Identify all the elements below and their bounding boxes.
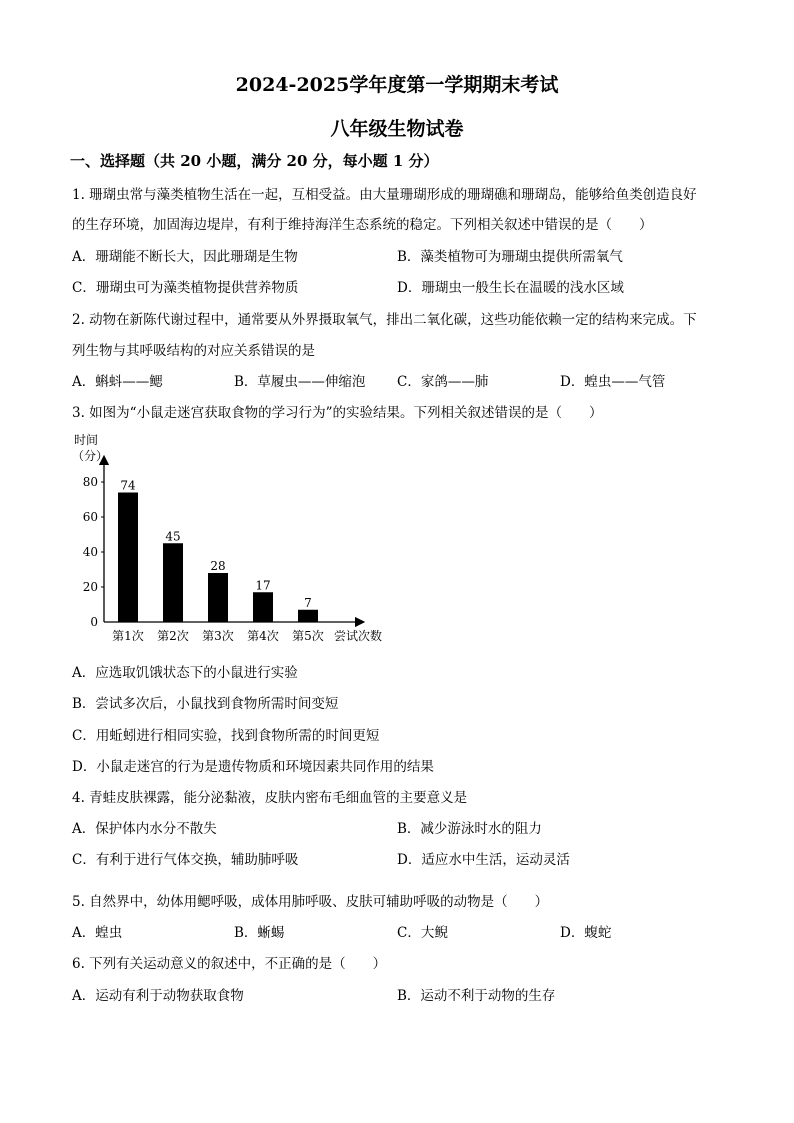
bar-value-label: 28: [210, 559, 226, 573]
exam-title: 2024-2025学年度第一学期期末考试: [235, 74, 559, 96]
q2-option-c: C．家鸽——肺: [397, 374, 489, 390]
question-5-line-1: 5. 自然界中，幼体用鳃呼吸，成体用肺呼吸、皮肤可辅助呼吸的动物是（ ）: [72, 894, 549, 910]
x-tick-label: 第4次: [247, 629, 279, 643]
y-tick-label: 80: [82, 475, 98, 489]
x-tick-label: 第2次: [157, 629, 189, 643]
x-axis-label: 尝试次数: [334, 629, 383, 643]
exam-subtitle: 八年级生物试卷: [330, 118, 464, 140]
x-tick-label: 第5次: [292, 629, 324, 643]
x-tick-label: 第3次: [202, 629, 234, 643]
q3-option-d: D．小鼠走迷宫的行为是遗传物质和环境因素共同作用的结果: [72, 759, 434, 775]
y-tick-label: 60: [82, 510, 98, 524]
y-tick-label: 20: [82, 580, 98, 594]
bar: [298, 610, 318, 622]
q4-option-a: A．保护体内水分不散失: [72, 821, 217, 837]
bar: [163, 543, 183, 622]
q2-option-d: D．蝗虫——气管: [560, 374, 666, 390]
q4-option-b: B．减少游泳时水的阻力: [397, 821, 542, 837]
bar-value-label: 45: [165, 529, 181, 544]
q5-option-d: D．蝮蛇: [560, 925, 612, 941]
q6-option-b: B．运动不利于动物的生存: [397, 988, 556, 1004]
section-heading: 一、选择题（共 20 小题，满分 20 分，每小题 1 分）: [70, 152, 439, 170]
bar-value-label: 17: [255, 578, 271, 593]
q2-option-a: A．蝌蚪——鳃: [72, 374, 163, 390]
question-2-line-2: 列生物与其呼吸结构的对应关系错误的是: [72, 343, 315, 359]
bar-value-label: 74: [120, 478, 136, 493]
q2-option-b: B．草履虫——伸缩泡: [234, 374, 366, 390]
y-tick-label: 0: [90, 615, 98, 629]
question-3-line-1: 3. 如图为“小鼠走迷宫获取食物的学习行为”的实验结果。下列相关叙述错误的是（ ）: [72, 405, 603, 421]
q3-option-b: B．尝试多次后，小鼠找到食物所需时间变短: [72, 696, 339, 712]
q4-option-d: D．适应水中生活，运动灵活: [397, 852, 570, 868]
q3-option-c: C．用蚯蚓进行相同实验，找到食物所需的时间更短: [72, 728, 380, 744]
q1-option-d: D．珊瑚虫一般生长在温暖的浅水区域: [397, 280, 624, 296]
bar: [253, 592, 273, 622]
y-axis-label: 时间: [74, 433, 99, 447]
q3-option-a: A．应选取饥饿状态下的小鼠进行实验: [72, 665, 298, 681]
question-2-line-1: 2. 动物在新陈代谢过程中，通常要从外界摄取氧气，排出二氧化碳，这些功能依赖一定的结构来完成。下: [72, 312, 697, 328]
q4-option-c: C．有利于进行气体交换，辅助肺呼吸: [72, 852, 299, 868]
bar: [208, 573, 228, 622]
q5-option-b: B．蜥蜴: [234, 925, 285, 941]
q5-option-c: C．大鲵: [397, 925, 448, 941]
bar: [118, 493, 138, 623]
q5-option-a: A．蝗虫: [72, 925, 123, 941]
question-1-line-2: 的生存环境，加固海边堤岸，有利于维持海洋生态系统的稳定。下列相关叙述中错误的是（ ）: [72, 217, 653, 233]
y-tick-label: 40: [82, 545, 98, 559]
x-tick-label: 第1次: [112, 629, 144, 643]
question-6-line-1: 6. 下列有关运动意义的叙述中，不正确的是（ ）: [72, 956, 387, 972]
question-1-line-1: 1. 珊瑚虫常与藻类植物生活在一起，互相受益。由大量珊瑚形成的珊瑚礁和珊瑚岛，能够给鱼类创造良好: [72, 187, 697, 203]
y-axis-unit: （分）: [72, 449, 109, 463]
q6-option-a: A．运动有利于动物获取食物: [72, 988, 244, 1004]
q1-option-c: C．珊瑚虫可为藻类植物提供营养物质: [72, 280, 299, 296]
q1-option-b: B．藻类植物可为珊瑚虫提供所需氧气: [397, 249, 623, 265]
q1-option-a: A．珊瑚能不断长大，因此珊瑚是生物: [72, 249, 298, 265]
bar-value-label: 7: [304, 595, 312, 610]
bar-chart: [60, 428, 400, 650]
question-4-line-1: 4. 青蛙皮肤裸露，能分泌黏液，皮肤内密布毛细血管的主要意义是: [72, 790, 468, 806]
